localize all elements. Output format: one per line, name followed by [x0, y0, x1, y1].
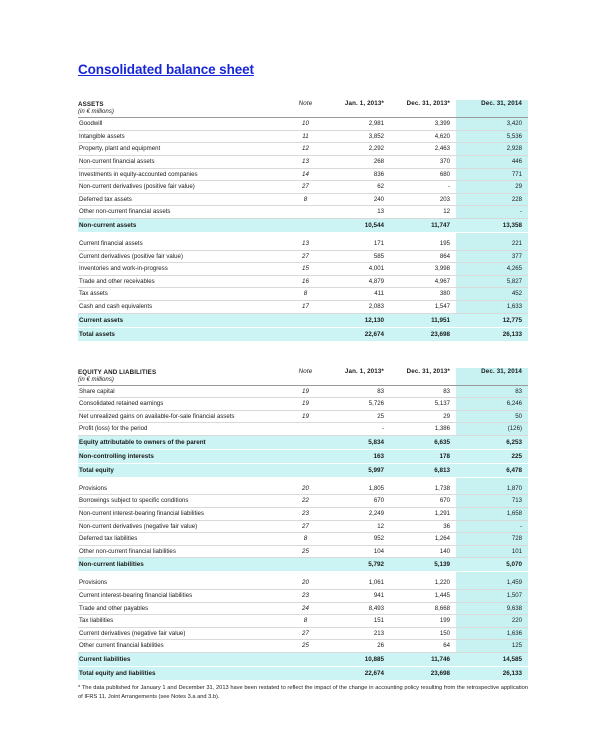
row-value-jan-2013: 2,292: [328, 143, 390, 156]
table-row: [78, 640, 528, 653]
row-label: Intangible assets: [78, 130, 283, 143]
table-row: [78, 627, 528, 640]
row-value-dec-2014: 50: [456, 410, 528, 423]
row-value-jan-2013: 151: [328, 615, 390, 628]
assets-totals: [78, 313, 528, 341]
row-value-dec-2014: 220: [456, 615, 528, 628]
row-value-dec-2013: 12: [390, 206, 456, 219]
row-note: [283, 423, 328, 436]
table-row: [78, 288, 528, 301]
row-note: 27: [283, 181, 328, 194]
row-value-jan-2013: 13: [328, 206, 390, 219]
table-row: [78, 545, 528, 558]
row-value-dec-2013: 1,445: [390, 590, 456, 603]
row-label: Other non-current financial liabilities: [78, 545, 283, 558]
row-value-dec-2013: 23,698: [390, 327, 456, 341]
row-label: Tax assets: [78, 288, 283, 301]
table-row: [78, 143, 528, 156]
row-value-jan-2013: 22,674: [328, 327, 390, 341]
table-row: [78, 577, 528, 589]
row-label: Current assets: [78, 313, 283, 327]
row-value-dec-2014: 771: [456, 168, 528, 181]
table-row: [78, 483, 528, 495]
row-value-dec-2014: 1,658: [456, 508, 528, 521]
column-header-dec-2013: Dec. 31, 2013*: [406, 100, 450, 108]
row-label: Non-controlling interests: [78, 449, 283, 463]
table-row-subtotal-noncurrent-liabilities: [78, 558, 528, 572]
row-value-dec-2013: 4,620: [390, 130, 456, 143]
row-label: Equity attributable to owners of the parent: [78, 435, 283, 449]
row-note: [283, 313, 328, 327]
row-value-dec-2014: 3,420: [456, 118, 528, 131]
column-header-note: Note: [298, 367, 313, 375]
row-label: Deferred tax liabilities: [78, 533, 283, 546]
row-value-dec-2014: 446: [456, 155, 528, 168]
row-value-dec-2013: 3,399: [390, 118, 456, 131]
row-value-dec-2014: -: [456, 206, 528, 219]
table-row: [78, 590, 528, 603]
row-note: 27: [283, 627, 328, 640]
column-header-note: Note: [298, 100, 313, 108]
table-row: [78, 155, 528, 168]
row-value-dec-2013: 864: [390, 250, 456, 263]
assets-units-row: [78, 108, 528, 115]
table-row-total-assets: [78, 327, 528, 341]
row-value-jan-2013: 12,130: [328, 313, 390, 327]
table-row: [78, 602, 528, 615]
row-note: 25: [283, 640, 328, 653]
column-header-dec-2013: Dec. 31, 2013*: [406, 367, 450, 375]
row-value-jan-2013: 1,061: [328, 577, 390, 589]
noncurrent-liabilities-rows: [78, 483, 528, 558]
row-value-dec-2013: 1,220: [390, 577, 456, 589]
restatement-footnote: * The data published for January 1 and December 31, 2013 have been restated to reflect the impact of the change in accounting policy resulting from the retrospective application of IFRS 11, Joint Arrangements (see Notes 3.a and 3.b).: [78, 685, 528, 700]
row-value-dec-2014: 83: [456, 385, 528, 398]
row-note: 27: [283, 520, 328, 533]
row-value-jan-2013: 12: [328, 520, 390, 533]
table-row: [78, 615, 528, 628]
row-note: 8: [283, 288, 328, 301]
table-row-noncontrolling-interests: [78, 449, 528, 463]
row-value-jan-2013: 5,997: [328, 463, 390, 477]
row-value-jan-2013: 240: [328, 193, 390, 206]
row-value-dec-2014: 1,507: [456, 590, 528, 603]
row-value-dec-2013: 1,386: [390, 423, 456, 436]
table-row: [78, 181, 528, 194]
row-label: Other non-current financial assets: [78, 206, 283, 219]
row-value-jan-2013: 2,249: [328, 508, 390, 521]
page-title: Consolidated balance sheet: [78, 62, 254, 77]
row-value-dec-2014: 377: [456, 250, 528, 263]
row-note: [283, 327, 328, 341]
row-value-dec-2014: 6,246: [456, 398, 528, 411]
row-label: Other current financial liabilities: [78, 640, 283, 653]
table-row: [78, 118, 528, 131]
row-value-jan-2013: 213: [328, 627, 390, 640]
table-row: [78, 193, 528, 206]
row-label: Cash and cash equivalents: [78, 300, 283, 313]
row-value-jan-2013: 1,805: [328, 483, 390, 495]
row-label: Trade and other payables: [78, 602, 283, 615]
row-note: 22: [283, 495, 328, 508]
row-note: [283, 449, 328, 463]
row-note: 8: [283, 615, 328, 628]
row-value-dec-2013: 11,746: [390, 653, 456, 667]
row-value-jan-2013: 941: [328, 590, 390, 603]
row-value-dec-2014: 6,478: [456, 463, 528, 477]
row-label: Non-current interest-bearing financial liabilities: [78, 508, 283, 521]
row-value-dec-2013: 680: [390, 168, 456, 181]
table-row: [78, 508, 528, 521]
row-value-jan-2013: 836: [328, 168, 390, 181]
row-value-jan-2013: 10,885: [328, 653, 390, 667]
table-row: [78, 385, 528, 398]
table-row: [78, 398, 528, 411]
table-row-equity-attributable-parent: [78, 435, 528, 449]
row-label: Current financial assets: [78, 238, 283, 250]
row-value-dec-2014: 29: [456, 181, 528, 194]
equity-liabilities-table: [78, 368, 528, 682]
row-value-dec-2014: 5,070: [456, 558, 528, 572]
row-note: [283, 653, 328, 667]
row-value-dec-2014: 12,775: [456, 313, 528, 327]
row-value-jan-2013: 3,852: [328, 130, 390, 143]
row-note: 19: [283, 410, 328, 423]
row-value-dec-2014: 4,265: [456, 263, 528, 276]
row-value-dec-2014: 26,133: [456, 327, 528, 341]
row-note: 23: [283, 590, 328, 603]
row-value-jan-2013: 411: [328, 288, 390, 301]
row-label: Profit (loss) for the period: [78, 423, 283, 436]
row-value-dec-2013: 11,747: [390, 218, 456, 232]
row-value-jan-2013: 585: [328, 250, 390, 263]
table-row: [78, 168, 528, 181]
row-label: Consolidated retained earnings: [78, 398, 283, 411]
row-note: 24: [283, 602, 328, 615]
row-value-dec-2014: 1,870: [456, 483, 528, 495]
row-value-jan-2013: 8,493: [328, 602, 390, 615]
table-row: [78, 533, 528, 546]
row-value-dec-2014: 221: [456, 238, 528, 250]
row-value-dec-2014: 13,358: [456, 218, 528, 232]
row-note: 20: [283, 483, 328, 495]
row-value-dec-2013: 29: [390, 410, 456, 423]
row-note: 17: [283, 300, 328, 313]
table-row: [78, 263, 528, 276]
table-row: [78, 520, 528, 533]
row-value-dec-2013: 6,813: [390, 463, 456, 477]
equity-header-row: [78, 368, 528, 376]
table-row: [78, 300, 528, 313]
row-value-dec-2013: 178: [390, 449, 456, 463]
row-label: Goodwill: [78, 118, 283, 131]
assets-units-label: (in € millions): [78, 108, 114, 116]
row-value-dec-2013: 2,463: [390, 143, 456, 156]
row-value-dec-2013: 8,668: [390, 602, 456, 615]
row-label: Current derivatives (negative fair value): [78, 627, 283, 640]
row-label: Provisions: [78, 577, 283, 589]
row-label: Borrowings subject to specific conditions: [78, 495, 283, 508]
row-value-dec-2013: 6,635: [390, 435, 456, 449]
row-value-jan-2013: 171: [328, 238, 390, 250]
row-value-jan-2013: 4,879: [328, 275, 390, 288]
row-label: Current derivatives (positive fair value): [78, 250, 283, 263]
row-value-dec-2014: 1,636: [456, 627, 528, 640]
table-row-subtotal-current-liabilities: [78, 653, 528, 667]
row-value-dec-2013: 670: [390, 495, 456, 508]
row-value-dec-2014: 1,459: [456, 577, 528, 589]
assets-noncurrent-subtotal-wrap: [78, 218, 528, 238]
row-note: [283, 435, 328, 449]
row-value-dec-2013: 83: [390, 385, 456, 398]
column-header-dec-2014: Dec. 31, 2014: [456, 368, 528, 376]
row-value-dec-2013: 370: [390, 155, 456, 168]
row-note: 11: [283, 130, 328, 143]
row-value-dec-2013: 1,738: [390, 483, 456, 495]
row-value-dec-2014: 225: [456, 449, 528, 463]
liabilities-totals: [78, 653, 528, 681]
row-note: 12: [283, 143, 328, 156]
equity-rows: [78, 385, 528, 435]
row-value-dec-2014: 452: [456, 288, 528, 301]
row-note: [283, 206, 328, 219]
table-row: [78, 206, 528, 219]
assets-section-title: ASSETS: [78, 101, 104, 109]
row-value-dec-2014: 14,585: [456, 653, 528, 667]
table-row-total-equity: [78, 463, 528, 477]
row-value-dec-2013: 4,967: [390, 275, 456, 288]
row-value-jan-2013: 104: [328, 545, 390, 558]
row-label: Non-current assets: [78, 218, 283, 232]
column-header-dec-2014: Dec. 31, 2014: [456, 100, 528, 108]
table-row: [78, 130, 528, 143]
equity-section-title: EQUITY AND LIABILITIES: [78, 368, 157, 376]
table-row: [78, 238, 528, 250]
row-note: 25: [283, 545, 328, 558]
row-value-dec-2014: 6,253: [456, 435, 528, 449]
row-note: 27: [283, 250, 328, 263]
row-value-dec-2013: 3,998: [390, 263, 456, 276]
row-value-dec-2013: 36: [390, 520, 456, 533]
row-value-dec-2013: 140: [390, 545, 456, 558]
row-label: Non-current financial assets: [78, 155, 283, 168]
row-note: 13: [283, 155, 328, 168]
noncurrent-liabilities-subtotal-wrap: [78, 558, 528, 578]
row-value-jan-2013: 670: [328, 495, 390, 508]
row-note: 23: [283, 508, 328, 521]
row-value-jan-2013: 2,981: [328, 118, 390, 131]
row-value-jan-2013: 26: [328, 640, 390, 653]
row-label: Investments in equity-accounted companies: [78, 168, 283, 181]
row-label: Share capital: [78, 385, 283, 398]
assets-table: [78, 100, 528, 341]
assets-noncurrent-rows: [78, 118, 528, 219]
row-note: [283, 667, 328, 681]
table-row: [78, 495, 528, 508]
row-value-dec-2014: (126): [456, 423, 528, 436]
row-label: Net unrealized gains on available-for-sale financial assets: [78, 410, 283, 423]
row-value-jan-2013: 2,083: [328, 300, 390, 313]
row-note: 10: [283, 118, 328, 131]
row-value-dec-2014: 9,638: [456, 602, 528, 615]
row-value-dec-2013: 64: [390, 640, 456, 653]
row-value-dec-2014: 5,827: [456, 275, 528, 288]
column-header-jan-2013: Jan. 1, 2013*: [344, 367, 384, 375]
assets-header-row: [78, 100, 528, 108]
row-value-dec-2013: 1,264: [390, 533, 456, 546]
row-value-jan-2013: 4,001: [328, 263, 390, 276]
row-label: Property, plant and equipment: [78, 143, 283, 156]
row-note: 8: [283, 533, 328, 546]
table-row-subtotal-noncurrent-assets: [78, 218, 528, 232]
column-header-jan-2013: Jan. 1, 2013*: [344, 100, 384, 108]
row-value-jan-2013: 62: [328, 181, 390, 194]
row-note: 14: [283, 168, 328, 181]
table-row: [78, 275, 528, 288]
row-label: Trade and other receivables: [78, 275, 283, 288]
row-label: Non-current liabilities: [78, 558, 283, 572]
row-label: Non-current derivatives (negative fair value): [78, 520, 283, 533]
row-value-dec-2013: 203: [390, 193, 456, 206]
row-value-dec-2013: 1,291: [390, 508, 456, 521]
row-value-dec-2013: 11,951: [390, 313, 456, 327]
row-label: Total equity: [78, 463, 283, 477]
row-label: Provisions: [78, 483, 283, 495]
row-value-dec-2013: 23,698: [390, 667, 456, 681]
equity-units-row: [78, 376, 528, 383]
assets-current-rows: [78, 238, 528, 313]
row-label: Tax liabilities: [78, 615, 283, 628]
table-row: [78, 250, 528, 263]
row-value-dec-2013: 195: [390, 238, 456, 250]
row-label: Current interest-bearing financial liabilities: [78, 590, 283, 603]
row-label: Inventories and work-in-progress: [78, 263, 283, 276]
row-note: [283, 463, 328, 477]
row-value-dec-2013: -: [390, 181, 456, 194]
row-value-jan-2013: 5,834: [328, 435, 390, 449]
row-value-dec-2013: 150: [390, 627, 456, 640]
row-note: 19: [283, 398, 328, 411]
row-value-jan-2013: -: [328, 423, 390, 436]
table-row: [78, 410, 528, 423]
row-note: 13: [283, 238, 328, 250]
row-value-dec-2013: 1,547: [390, 300, 456, 313]
row-label: Deferred tax assets: [78, 193, 283, 206]
row-value-jan-2013: 83: [328, 385, 390, 398]
row-note: 16: [283, 275, 328, 288]
row-label: Total assets: [78, 327, 283, 341]
equity-units-label: (in € millions): [78, 375, 114, 383]
row-value-dec-2014: 1,633: [456, 300, 528, 313]
row-value-dec-2014: 2,928: [456, 143, 528, 156]
row-value-dec-2014: -: [456, 520, 528, 533]
row-value-dec-2014: 125: [456, 640, 528, 653]
equity-subtotals: [78, 435, 528, 483]
row-value-dec-2013: 5,137: [390, 398, 456, 411]
row-value-dec-2014: 26,133: [456, 667, 528, 681]
row-label: Total equity and liabilities: [78, 667, 283, 681]
row-label: Current liabilities: [78, 653, 283, 667]
row-value-jan-2013: 22,674: [328, 667, 390, 681]
row-value-jan-2013: 5,726: [328, 398, 390, 411]
table-row: [78, 423, 528, 436]
row-value-jan-2013: 10,544: [328, 218, 390, 232]
current-liabilities-rows: [78, 577, 528, 652]
row-value-dec-2013: 199: [390, 615, 456, 628]
row-note: 15: [283, 263, 328, 276]
row-value-jan-2013: 952: [328, 533, 390, 546]
row-value-jan-2013: 268: [328, 155, 390, 168]
row-value-jan-2013: 163: [328, 449, 390, 463]
row-value-jan-2013: 5,792: [328, 558, 390, 572]
table-row-subtotal-current-assets: [78, 313, 528, 327]
row-note: [283, 558, 328, 572]
row-value-dec-2014: 228: [456, 193, 528, 206]
row-note: 20: [283, 577, 328, 589]
row-value-dec-2014: 101: [456, 545, 528, 558]
row-note: 19: [283, 385, 328, 398]
section-gap: [78, 342, 528, 368]
row-value-jan-2013: 25: [328, 410, 390, 423]
row-value-dec-2014: 5,536: [456, 130, 528, 143]
row-value-dec-2014: 728: [456, 533, 528, 546]
table-row-total-equity-and-liabilities: [78, 667, 528, 681]
row-value-dec-2013: 5,139: [390, 558, 456, 572]
row-value-dec-2014: 713: [456, 495, 528, 508]
row-value-dec-2013: 380: [390, 288, 456, 301]
row-note: [283, 218, 328, 232]
row-note: 8: [283, 193, 328, 206]
row-label: Non-current derivatives (positive fair value): [78, 181, 283, 194]
